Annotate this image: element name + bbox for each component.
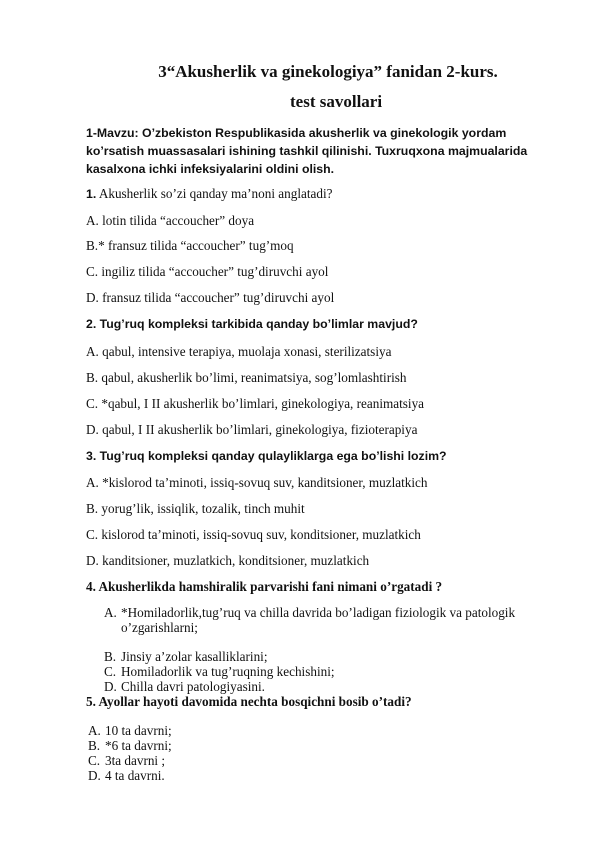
question-2-option-a: A. qabul, intensive terapiya, muolaja xonasi, sterilizatsiya xyxy=(86,344,392,359)
question-4 xyxy=(86,579,442,595)
topic-heading: 1-Mavzu: O’zbekiston Respublikasida akusherlik va ginekologik yordam ko’rsatish muassasalari ishining tashkil qilinishi. Tuxruqxona majmualarida kasalxona ichki infeksiyalarini oldini olish. xyxy=(86,126,528,176)
question-text: Akusherlik so’zi qanday ma’noni anglatadi? xyxy=(96,186,333,201)
option-text: *Homiladorlik,tug’ruq va chilla davrida bo’ladigan fiziologik va patologik o’zgarishlarni; xyxy=(121,605,516,635)
question-2-option-d: D. qabul, I II akusherlik bo’limlari, ginekologiya, fizioterapiya xyxy=(86,422,418,437)
question-number: 2. xyxy=(86,317,97,331)
question-5-option-c xyxy=(88,753,388,768)
question-number: 5. xyxy=(86,694,96,709)
question-text: Akusherlikda hamshiralik parvarishi fani nimani o’rgatadi ? xyxy=(95,579,443,594)
question-1 xyxy=(86,186,332,202)
option-label: B. xyxy=(88,738,101,753)
question-text: Ayollar hayoti davomida nechta bosqichni bosib o’tadi? xyxy=(95,694,412,709)
option-label: A. xyxy=(104,605,117,620)
option-text: Homiladorlik va tug’ruqning kechishini; xyxy=(121,664,335,679)
option-label: C. xyxy=(88,753,101,768)
question-5-option-d xyxy=(88,768,388,783)
question-number: 1. xyxy=(86,187,97,201)
question-4-option-a xyxy=(104,605,554,637)
question-3-option-b: B. yorug’lik, issiqlik, tozalik, tinch muhit xyxy=(86,501,305,516)
option-text: *6 ta davrni; xyxy=(105,738,172,753)
question-1-option-c: C. ingiliz tilida “accoucher” tug’diruvchi ayol xyxy=(86,264,329,279)
question-1-option-d: D. fransuz tilida “accoucher” tug’diruvchi ayol xyxy=(86,290,335,305)
question-1-option-b: B.* fransuz tilida “accoucher” tug’moq xyxy=(86,238,294,253)
question-4-option-b xyxy=(104,649,554,664)
question-5 xyxy=(86,694,412,710)
option-label: D. xyxy=(104,679,117,694)
option-text: 3ta davrni ; xyxy=(105,753,166,768)
question-4-option-d xyxy=(104,679,554,694)
option-label: C. xyxy=(104,664,117,679)
question-3-option-c: C. kislorod ta’minoti, issiq-sovuq suv, konditsioner, muzlatkich xyxy=(86,527,421,542)
question-number: 4. xyxy=(86,579,96,594)
option-label: D. xyxy=(88,768,101,783)
option-text: Chilla davri patologiyasini. xyxy=(121,679,265,694)
option-text: 4 ta davrni. xyxy=(105,768,165,783)
question-1-option-a: A. lotin tilida “accoucher” doya xyxy=(86,213,255,228)
question-2-option-c: C. *qabul, I II akusherlik bo’limlari, ginekologiya, reanimatsiya xyxy=(86,396,425,411)
question-3 xyxy=(86,448,447,464)
option-text: Jinsiy a’zolar kasalliklarini; xyxy=(121,649,268,664)
document-subtitle: test savollari xyxy=(290,92,383,111)
question-3-option-d: D. kanditsioner, muzlatkich, konditsioner, muzlatkich xyxy=(86,553,370,568)
question-2 xyxy=(86,316,418,332)
question-4-option-c xyxy=(104,664,554,679)
option-text: 10 ta davrni; xyxy=(105,723,172,738)
question-2-option-b: B. qabul, akusherlik bo’limi, reanimatsiya, sog’lomlashtirish xyxy=(86,370,407,385)
option-label: B. xyxy=(104,649,117,664)
option-label: A. xyxy=(88,723,101,738)
question-text: Tug’ruq kompleksi qanday qulayliklarga ega bo’lishi lozim? xyxy=(96,449,447,463)
question-number: 3. xyxy=(86,449,97,463)
question-5-option-b xyxy=(88,738,388,753)
question-text: Tug’ruq kompleksi tarkibida qanday bo’limlar mavjud? xyxy=(96,317,418,331)
question-3-option-a: A. *kislorod ta’minoti, issiq-sovuq suv, kanditsioner, muzlatkich xyxy=(86,475,428,490)
document-title: 3“Akusherlik va ginekologiya” fanidan 2-kurs. xyxy=(158,62,498,81)
question-5-option-a xyxy=(88,723,388,738)
